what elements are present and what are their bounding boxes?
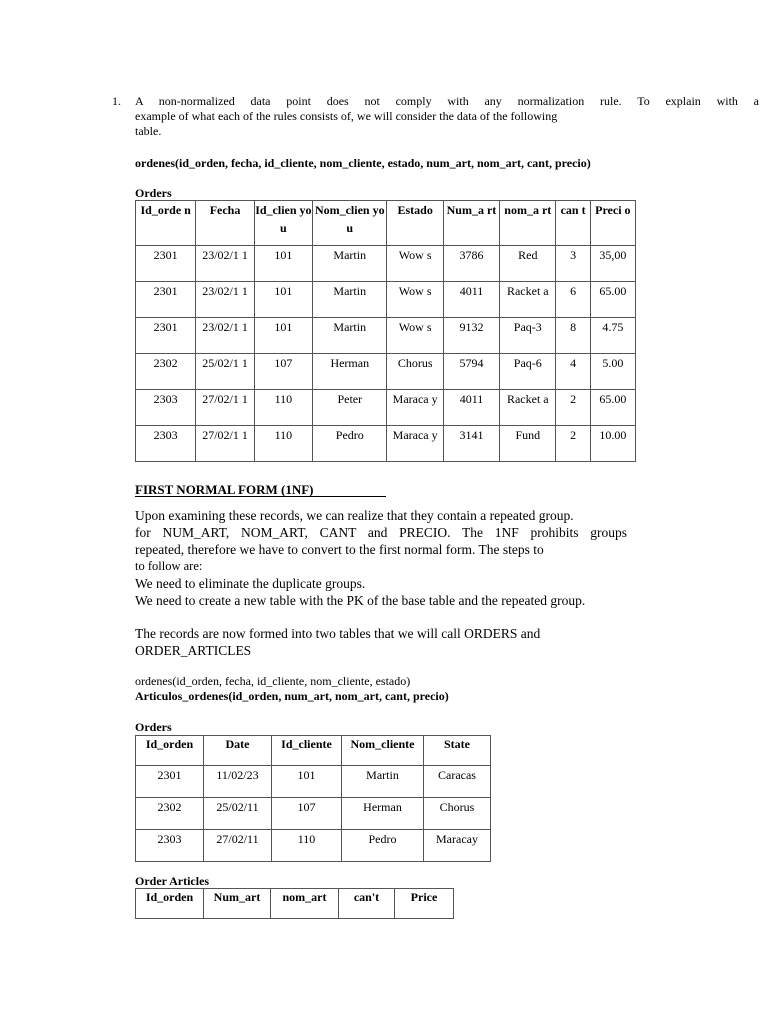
table-cell: 23/02/1 1 xyxy=(196,282,254,318)
column-header: Id_clien you xyxy=(254,201,312,246)
column-header: Id_cliente xyxy=(272,736,342,766)
table-cell: Martin xyxy=(313,246,387,282)
body-line: Upon examining these records, we can realize that they contain a repeated group. xyxy=(135,508,574,523)
schema2-ordenes: ordenes(id_orden, fecha, id_cliente, nom_cliente, estado) xyxy=(135,674,411,688)
table-cell: 4.75 xyxy=(590,318,635,354)
table-row xyxy=(136,354,636,390)
column-header: Nom_cliente xyxy=(342,736,424,766)
table-cell: 2301 xyxy=(136,246,196,282)
table-cell: 25/02/1 1 xyxy=(196,354,254,390)
intro-line: table. xyxy=(135,124,162,138)
table-cell: Wow s xyxy=(387,246,443,282)
table-cell: 101 xyxy=(254,318,312,354)
intro-line: A non-normalized data point does not comply with any normalization rule. To explain with a xyxy=(135,94,759,108)
table-cell: Paq-3 xyxy=(500,318,556,354)
table-cell: Herman xyxy=(342,798,424,830)
table-cell: 27/02/1 1 xyxy=(196,390,254,426)
bullet-item xyxy=(135,575,627,592)
column-header: State xyxy=(424,736,491,766)
table-cell: Caracas xyxy=(424,766,491,798)
intro-paragraph xyxy=(135,94,759,139)
table-cell: 2302 xyxy=(136,354,196,390)
bullet-item xyxy=(135,592,627,609)
table-cell: 5794 xyxy=(443,354,499,390)
table-cell: 2302 xyxy=(136,798,204,830)
table-cell: 107 xyxy=(254,354,312,390)
column-header: nom_art xyxy=(271,889,339,919)
body-line: to follow are: xyxy=(135,559,203,573)
table-cell: 110 xyxy=(272,830,342,862)
column-header: Id_orde n xyxy=(136,201,196,246)
schema2-articulos: Articulos_ordenes(id_orden, num_art, nom_art, cant, precio) xyxy=(135,689,449,703)
table-cell: 2301 xyxy=(136,766,204,798)
table-cell: 27/02/11 xyxy=(204,830,272,862)
column-header: Num_art xyxy=(204,889,271,919)
column-header: Preci o xyxy=(590,201,635,246)
table-cell: 6 xyxy=(556,282,590,318)
table-cell: Racket a xyxy=(500,390,556,426)
table-cell: 3786 xyxy=(443,246,499,282)
column-header: Date xyxy=(204,736,272,766)
table-cell: 23/02/1 1 xyxy=(196,246,254,282)
table-cell: Maraca y xyxy=(387,390,443,426)
table-row xyxy=(136,426,636,462)
table-cell: 9132 xyxy=(443,318,499,354)
table-cell: 3 xyxy=(556,246,590,282)
table-row xyxy=(136,830,491,862)
table-header-row xyxy=(136,736,491,766)
table-cell: 2301 xyxy=(136,282,196,318)
table-row xyxy=(136,282,636,318)
table-cell: 110 xyxy=(254,426,312,462)
table-cell: Chorus xyxy=(424,798,491,830)
table-cell: Racket a xyxy=(500,282,556,318)
table-cell: Maracay xyxy=(424,830,491,862)
column-header: can't xyxy=(339,889,395,919)
schema-ordenes: ordenes(id_orden, fecha, id_cliente, nom_cliente, estado, num_art, nom_art, cant, precio) xyxy=(135,156,591,170)
table-cell: 2 xyxy=(556,426,590,462)
table-row xyxy=(136,390,636,426)
body-line: repeated, therefore we have to convert to the first normal form. The steps to xyxy=(135,542,544,557)
table-row xyxy=(136,766,491,798)
column-header: Id_orden xyxy=(136,889,204,919)
table-cell: 101 xyxy=(254,282,312,318)
table-row xyxy=(136,246,636,282)
column-header: Estado xyxy=(387,201,443,246)
body-line: The records are now formed into two tables that we will call ORDERS and xyxy=(135,626,541,641)
table-cell: Herman xyxy=(313,354,387,390)
order-articles-table xyxy=(135,888,454,919)
orders-unnormalized-table xyxy=(135,200,636,462)
table-cell: 2301 xyxy=(136,318,196,354)
table-cell: 27/02/1 1 xyxy=(196,426,254,462)
column-header: Fecha xyxy=(196,201,254,246)
table-cell: Fund xyxy=(500,426,556,462)
bullet-text: We need to create a new table with the PK of the base table and the repeated group. xyxy=(135,593,586,608)
table-cell: 2303 xyxy=(136,830,204,862)
table1-title: Orders xyxy=(135,186,172,200)
table-cell: Red xyxy=(500,246,556,282)
table-cell: 101 xyxy=(254,246,312,282)
table3-title: Order Articles xyxy=(135,874,210,888)
column-header: Num_a rt xyxy=(443,201,499,246)
column-header: nom_a rt xyxy=(500,201,556,246)
table-cell: 8 xyxy=(556,318,590,354)
column-header: Id_orden xyxy=(136,736,204,766)
table-cell: Wow s xyxy=(387,282,443,318)
table-cell: 4011 xyxy=(443,390,499,426)
body-line: for NUM_ART, NOM_ART, CANT and PRECIO. The 1NF prohibits groups xyxy=(135,525,627,540)
table-cell: Martin xyxy=(313,318,387,354)
table-cell: Paq-6 xyxy=(500,354,556,390)
body-line: ORDER_ARTICLES xyxy=(135,643,252,658)
table-cell: Peter xyxy=(313,390,387,426)
bullet-text: We need to eliminate the duplicate groups. xyxy=(135,576,366,591)
table-cell: 23/02/1 1 xyxy=(196,318,254,354)
table-cell: 4 xyxy=(556,354,590,390)
table-header-row xyxy=(136,201,636,246)
table-cell: 110 xyxy=(254,390,312,426)
table-cell: 101 xyxy=(272,766,342,798)
table-cell: 11/02/23 xyxy=(204,766,272,798)
table-cell: Martin xyxy=(313,282,387,318)
intro-line: example of what each of the rules consists of, we will consider the data of the following xyxy=(135,109,558,123)
table-cell: 107 xyxy=(272,798,342,830)
table-cell: 3141 xyxy=(443,426,499,462)
table-cell: 4011 xyxy=(443,282,499,318)
column-header: can t xyxy=(556,201,590,246)
table-cell: 2303 xyxy=(136,390,196,426)
table-cell: 35,00 xyxy=(590,246,635,282)
table-cell: 2 xyxy=(556,390,590,426)
list-number: 1. xyxy=(112,94,121,108)
table2-title: Orders xyxy=(135,720,172,734)
table-cell: Chorus xyxy=(387,354,443,390)
table-row xyxy=(136,798,491,830)
table-cell: 65.00 xyxy=(590,282,635,318)
table-header-row xyxy=(136,889,454,919)
table-row xyxy=(136,318,636,354)
column-header: Price xyxy=(395,889,454,919)
column-header: Nom_clien you xyxy=(313,201,387,246)
table-cell: Maraca y xyxy=(387,426,443,462)
table-cell: Pedro xyxy=(342,830,424,862)
orders-1nf-table xyxy=(135,735,491,862)
table-cell: Martin xyxy=(342,766,424,798)
table-cell: 10.00 xyxy=(590,426,635,462)
body-paragraph xyxy=(135,507,627,659)
table-cell: 5.00 xyxy=(590,354,635,390)
table-cell: 2303 xyxy=(136,426,196,462)
section-title-underline xyxy=(135,496,386,497)
table-cell: Pedro xyxy=(313,426,387,462)
section-title: FIRST NORMAL FORM (1NF) xyxy=(135,482,314,497)
table-cell: Wow s xyxy=(387,318,443,354)
table-cell: 25/02/11 xyxy=(204,798,272,830)
table-cell: 65.00 xyxy=(590,390,635,426)
